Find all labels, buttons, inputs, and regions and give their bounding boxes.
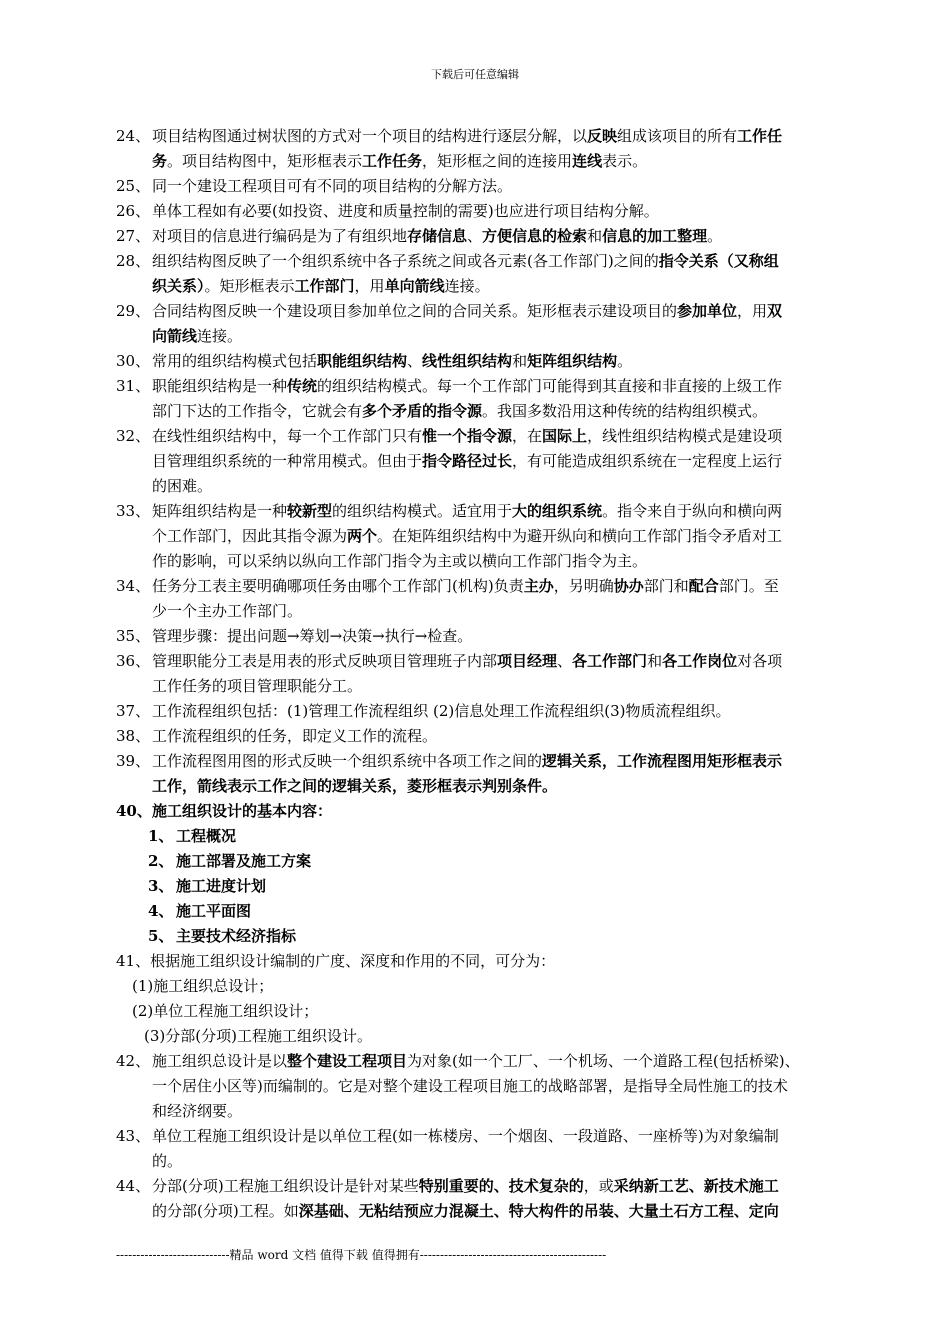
- text-segment: 少一个主办工作部门。: [152, 602, 303, 620]
- item-number: 38、: [116, 727, 151, 745]
- list-item: [116, 624, 866, 649]
- text-segment: ，矩形框之间的连接用: [422, 152, 573, 170]
- item-number: 27、: [116, 227, 151, 245]
- document-body: [116, 124, 866, 1224]
- bold-text: 各工作部门: [572, 652, 648, 670]
- text-segment: 、: [467, 227, 483, 245]
- list-item: [116, 299, 866, 349]
- text-segment: 。在矩阵组织结构中为避开纵向和横向工作部门指令矛盾对工: [377, 527, 783, 545]
- text-segment: 的困难。: [152, 477, 213, 495]
- item-number: 28、: [116, 252, 151, 270]
- text-segment: 的。: [152, 1152, 183, 1170]
- subitem: [116, 849, 866, 874]
- bold-text: 存储信息: [407, 227, 468, 245]
- text-segment: 连接。: [197, 327, 243, 345]
- text-segment: ，另明确: [553, 577, 614, 595]
- text-segment: 部门。至: [718, 577, 779, 595]
- item-line: [152, 399, 866, 424]
- text-segment: 、: [557, 652, 573, 670]
- list-item: [116, 424, 866, 499]
- item-line: [152, 774, 866, 799]
- item-line: [152, 299, 866, 324]
- bold-text: 采纳新工艺、新技术施工: [613, 1177, 779, 1195]
- text-segment: 工作流程组织包括：(1)管理工作流程组织 (2)信息处理工作流程组织(3)物质流程组织。: [152, 702, 731, 720]
- text-segment: 施工组织总设计是以: [152, 1052, 288, 1070]
- bold-text: 单向箭线: [384, 277, 445, 295]
- text-segment: 常用的组织结构模式包括: [152, 352, 318, 370]
- subitem-number: 2、: [148, 852, 174, 870]
- subitem-text: 主要技术经济指标: [176, 927, 297, 945]
- bold-text: 职能组织结构: [317, 352, 408, 370]
- text-segment: 、: [407, 352, 423, 370]
- item-number: 35、: [116, 627, 151, 645]
- item-line: [152, 224, 866, 249]
- bold-text: 参加单位: [677, 302, 738, 320]
- item-number: 25、: [116, 177, 151, 195]
- text-segment: 和: [512, 352, 528, 370]
- item-41: 41、根据施工组织设计编制的广度、深度和作用的不同，可分为：: [116, 952, 556, 970]
- bold-text: 信息的加工整理: [602, 227, 708, 245]
- text-segment: 工作任务的项目管理职能分工。: [152, 677, 363, 695]
- text-segment: 矩阵组织结构是一种: [152, 502, 288, 520]
- item-41-sub-2: (2)单位工程施工组织设计；: [132, 1002, 319, 1020]
- item-list-24-39: [116, 124, 866, 799]
- subitem-number: 1、: [148, 827, 174, 845]
- text-segment: 一个居住小区等)而编制的。它是对整个建设工程项目施工的战略部署，是指导全局性施工的技术: [152, 1077, 788, 1095]
- item-line: [152, 1099, 866, 1124]
- bold-text: 工作，箭线表示工作之间的逻辑关系，菱形框表示判别条件。: [152, 777, 558, 795]
- subitem-text: 施工进度计划: [176, 877, 267, 895]
- bold-text: 连线: [572, 152, 603, 170]
- text-segment: 组织结构图反映了一个组织系统中各子系统之间或各元素(各工作部门)之间的: [152, 252, 659, 270]
- text-segment: 管理步骤：提出问题→筹划→决策→执行→检查。: [152, 627, 473, 645]
- item-line: [152, 574, 866, 599]
- text-segment: ，有可能造成组织系统在一定程度上运行: [512, 452, 783, 470]
- text-segment: 。矩形框表示: [204, 277, 295, 295]
- bold-text: 惟一个指令源: [422, 427, 513, 445]
- bold-text: 各工作岗位: [662, 652, 738, 670]
- text-segment: 部门和: [643, 577, 689, 595]
- item-line: [152, 174, 866, 199]
- item-number: 40、: [116, 802, 152, 820]
- bold-text: 织关系）: [152, 277, 205, 295]
- bold-text: 矩阵组织结构: [527, 352, 618, 370]
- text-segment: ，或: [583, 1177, 614, 1195]
- text-segment: ，用: [354, 277, 385, 295]
- item-40: [116, 799, 866, 824]
- subitem-number: 4、: [148, 902, 174, 920]
- text-segment: 职能组织结构是一种: [152, 377, 288, 395]
- list-item: [116, 124, 866, 174]
- bold-text: 配合: [688, 577, 719, 595]
- item-line: [152, 499, 866, 524]
- text-segment: 的组织结构模式。每一个工作部门可能得到其直接和非直接的上级工作: [317, 377, 783, 395]
- list-item: [116, 499, 866, 574]
- text-segment: 合同结构图反映一个建设项目参加单位之间的合同关系。矩形框表示建设项目的: [152, 302, 678, 320]
- bold-text: 双: [767, 302, 783, 320]
- text-segment: 组成该项目的所有: [617, 127, 738, 145]
- item-line: [152, 649, 866, 674]
- subitem-text: 施工平面图: [176, 902, 252, 920]
- text-segment: ，用: [737, 302, 768, 320]
- text-segment: 连接。: [444, 277, 490, 295]
- list-item: [116, 574, 866, 624]
- list-item: [116, 174, 866, 199]
- list-item: [116, 649, 866, 699]
- item-number: 26、: [116, 202, 151, 220]
- page-header: 下载后可任意编辑: [431, 68, 519, 81]
- item-line: [152, 1049, 866, 1074]
- bold-text: 主办: [523, 577, 554, 595]
- item-line: [152, 624, 866, 649]
- text-segment: 作的影响，可以采纳以纵向工作部门指令为主或以横向工作部门指令为主。: [152, 552, 648, 570]
- item-number: 31、: [116, 377, 151, 395]
- bold-text: 务: [152, 152, 168, 170]
- item-line: [152, 424, 866, 449]
- text-segment: 同一个建设工程项目可有不同的项目结构的分解方法。: [152, 177, 513, 195]
- bold-text: 向箭线: [152, 327, 198, 345]
- text-segment: 和: [647, 652, 663, 670]
- bold-text: 工作任: [737, 127, 783, 145]
- item-line: [152, 1174, 866, 1199]
- text-segment: 。指令来自于纵向和横向两: [602, 502, 783, 520]
- item-line: [152, 599, 866, 624]
- item-line: [152, 374, 866, 399]
- item-line: [152, 749, 866, 774]
- text-segment: 项目结构图通过树状图的方式对一个项目的结构进行逐层分解，以: [152, 127, 588, 145]
- text-segment: ，线性组织结构模式是建设项: [587, 427, 783, 445]
- item-41-sub-3: (3)分部(分项)工程施工组织设计。: [144, 1027, 372, 1045]
- item-number: 36、: [116, 652, 151, 670]
- text-segment: 和经济纲要。: [152, 1102, 243, 1120]
- text-segment: 管理职能分工表是用表的形式反映项目管理班子内部: [152, 652, 498, 670]
- text-segment: 目管理组织系统的一种常用模式。但由于: [152, 452, 423, 470]
- subitem-text: 施工部署及施工方案: [176, 852, 312, 870]
- subitem-text: 工程概况: [176, 827, 237, 845]
- subitem-number: 3、: [148, 877, 174, 895]
- text-segment: 任务分工表主要明确哪项任务由哪个工作部门(机构)负责: [152, 577, 524, 595]
- item-number: 29、: [116, 302, 151, 320]
- bold-text: 较新型: [287, 502, 333, 520]
- bold-text: 指令关系（又称组: [658, 252, 779, 270]
- list-item: [116, 224, 866, 249]
- text-segment: 对项目的信息进行编码是为了有组织地: [152, 227, 408, 245]
- item-number: 44、: [116, 1177, 151, 1195]
- text-segment: 工作流程图用图的形式反映一个组织系统中各项工作之间的: [152, 752, 543, 770]
- item-number: 24、: [116, 127, 151, 145]
- item-number: 39、: [116, 752, 151, 770]
- item-line: [152, 149, 866, 174]
- text-segment: 在线性组织结构中，每一个工作部门只有: [152, 427, 423, 445]
- bold-text: 传统: [287, 377, 318, 395]
- subitem: [116, 899, 866, 924]
- bold-text: 反映: [587, 127, 618, 145]
- item-line: [152, 474, 866, 499]
- item-line: [152, 274, 866, 299]
- subitem: [116, 874, 866, 899]
- subitem: [116, 824, 866, 849]
- item-line: [152, 1074, 866, 1099]
- item-line: [152, 199, 866, 224]
- item-number: 32、: [116, 427, 151, 445]
- item-number: 33、: [116, 502, 151, 520]
- item-line: [152, 1124, 866, 1149]
- item-40-title: 施工组织设计的基本内容：: [152, 802, 333, 820]
- list-item: [116, 1124, 866, 1174]
- item-list-42-44: [116, 1049, 866, 1224]
- item-line: [152, 349, 866, 374]
- item-line: [152, 124, 866, 149]
- bold-text: 项目经理: [497, 652, 558, 670]
- subitem: [116, 924, 866, 949]
- text-segment: 部门下达的工作指令，它就会有: [152, 402, 363, 420]
- bold-text: 深基础、无粘结预应力混凝土、特大构件的吊装、大量土石方工程、定向: [298, 1202, 779, 1220]
- list-item: [116, 724, 866, 749]
- bold-text: 多个矛盾的指令源: [362, 402, 483, 420]
- bold-text: 两个: [347, 527, 378, 545]
- item-line: [152, 249, 866, 274]
- list-item: [116, 1049, 866, 1124]
- item-line: [152, 549, 866, 574]
- text-segment: 工作流程组织的任务，即定义工作的流程。: [152, 727, 438, 745]
- item-line: [152, 674, 866, 699]
- item-number: 43、: [116, 1127, 151, 1145]
- item-line: [152, 1149, 866, 1174]
- text-segment: 。项目结构图中，矩形框表示: [167, 152, 363, 170]
- bold-text: 国际上: [542, 427, 588, 445]
- text-segment: 。我国多数沿用这种传统的结构组织模式。: [482, 402, 768, 420]
- text-segment: 。: [707, 227, 723, 245]
- page-footer: ----------------------------精品 word 文档 值得下载 值得拥有----------------------------------------------: [116, 1248, 607, 1262]
- item-line: [152, 524, 866, 549]
- item-number: 30、: [116, 352, 151, 370]
- text-segment: 分部(分项)工程施工组织设计是针对某些: [152, 1177, 419, 1195]
- text-segment: 个工作部门，因此其指令源为: [152, 527, 348, 545]
- bold-text: 协办: [613, 577, 644, 595]
- text-segment: 的分部(分项)工程。如: [152, 1202, 299, 1220]
- text-segment: ，在: [512, 427, 543, 445]
- bold-text: 指令路径过长: [422, 452, 513, 470]
- item-number: 42、: [116, 1052, 151, 1070]
- list-item: [116, 749, 866, 799]
- text-segment: 表示。: [602, 152, 648, 170]
- list-item: [116, 374, 866, 424]
- bold-text: 特别重要的、技术复杂的: [418, 1177, 584, 1195]
- subitem-number: 5、: [148, 927, 174, 945]
- item-line: [152, 324, 866, 349]
- list-item: [116, 699, 866, 724]
- item-line: [152, 1199, 866, 1224]
- list-item: [116, 349, 866, 374]
- text-segment: 单位工程施工组织设计是以单位工程(如一栋楼房、一个烟囱、一段道路、一座桥等)为对象编制: [152, 1127, 779, 1145]
- item-number: 34、: [116, 577, 151, 595]
- text-segment: 对各项: [737, 652, 783, 670]
- item-40-subitems: [116, 824, 866, 949]
- item-line: [152, 724, 866, 749]
- bold-text: 线性组织结构: [422, 352, 513, 370]
- bold-text: 逻辑关系，工作流程图用矩形框表示: [542, 752, 783, 770]
- item-line: [152, 699, 866, 724]
- text-segment: 。: [617, 352, 633, 370]
- list-item: [116, 199, 866, 224]
- bold-text: 方便信息的检索: [482, 227, 588, 245]
- bold-text: 工作部门: [294, 277, 355, 295]
- item-line: [152, 449, 866, 474]
- text-segment: 单体工程如有必要(如投资、进度和质量控制的需要)也应进行项目结构分解。: [152, 202, 659, 220]
- text-segment: 的组织结构模式。适宜用于: [332, 502, 513, 520]
- bold-text: 大的组织系统: [512, 502, 603, 520]
- text-segment: 为对象(如一个工厂、一个机场、一个道路工程(包括桥梁)、: [407, 1052, 800, 1070]
- item-number: 37、: [116, 702, 151, 720]
- list-item: [116, 1174, 866, 1224]
- item-41-sub-1: (1)施工组织总设计；: [132, 977, 274, 995]
- bold-text: 整个建设工程项目: [287, 1052, 408, 1070]
- list-item: [116, 249, 866, 299]
- text-segment: 和: [587, 227, 603, 245]
- bold-text: 工作任务: [362, 152, 423, 170]
